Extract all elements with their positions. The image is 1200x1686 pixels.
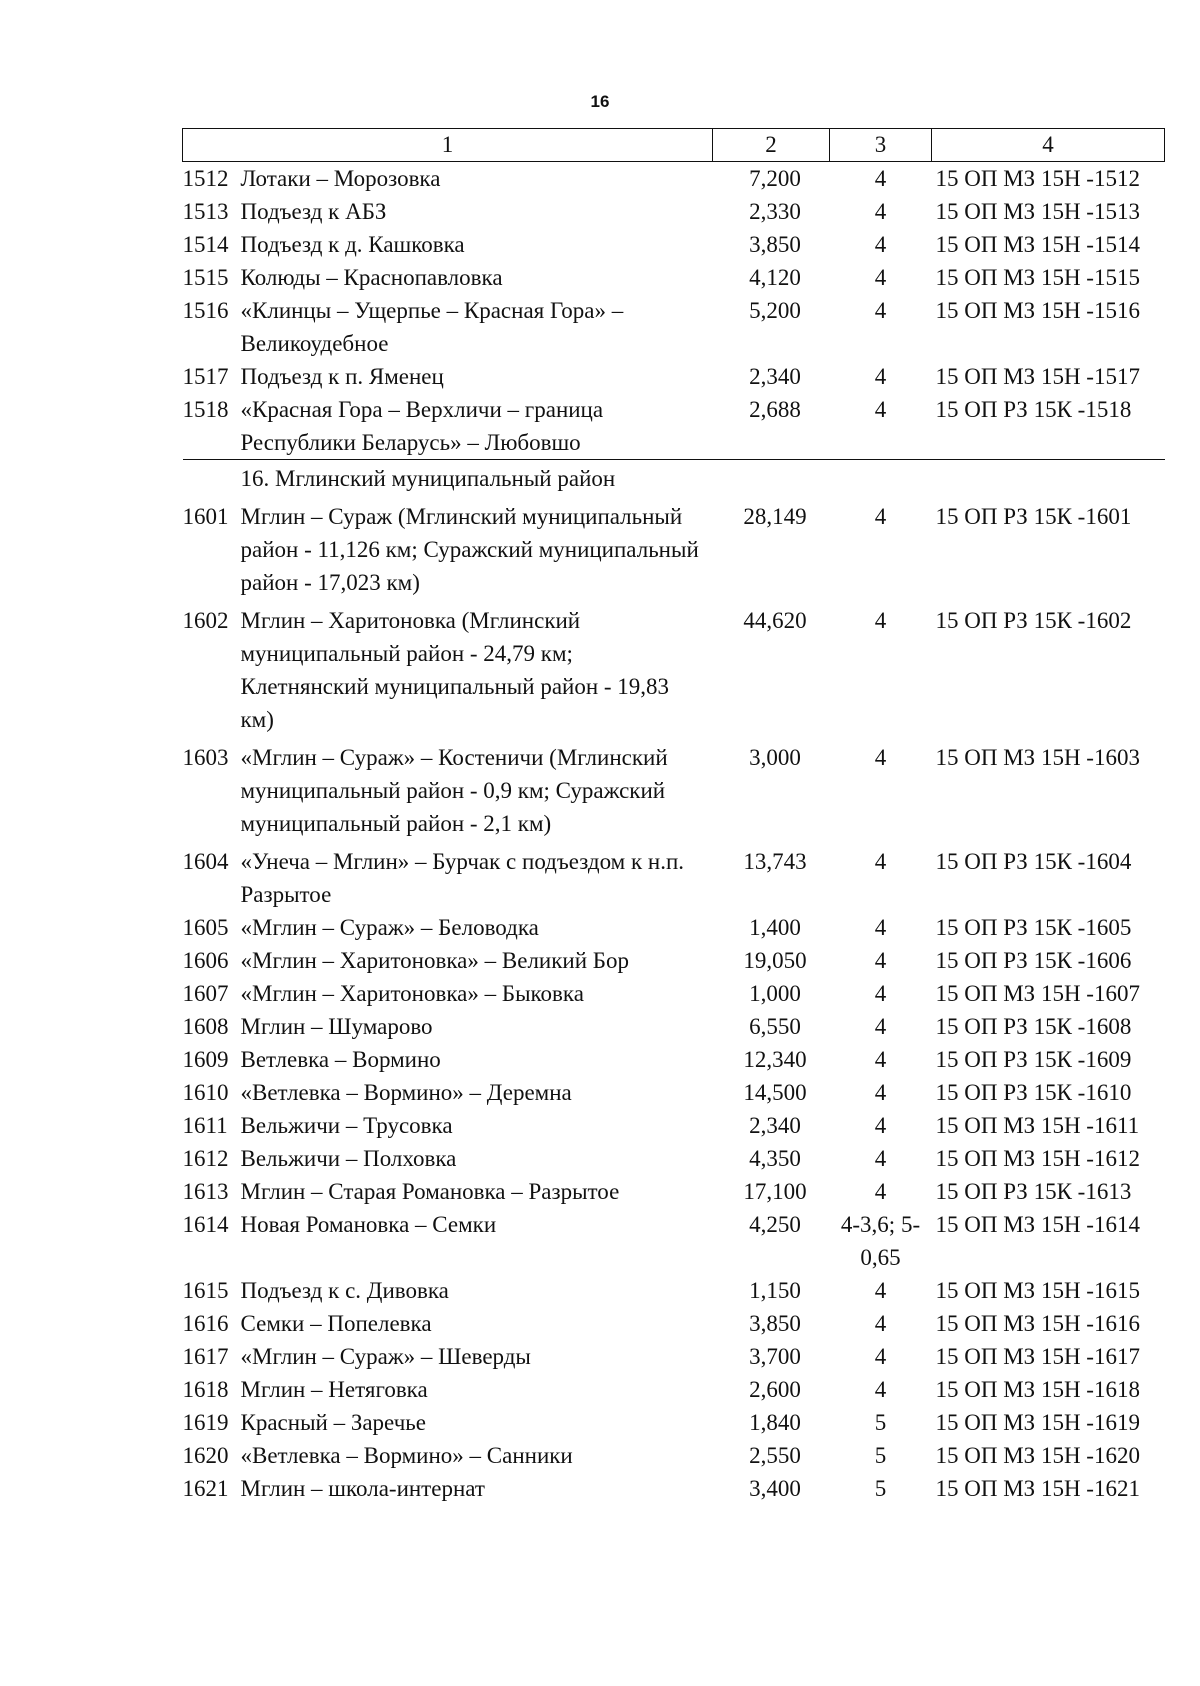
road-length: 1,000 — [749, 981, 801, 1006]
table-row — [183, 1043, 1165, 1076]
road-length: 4,120 — [749, 265, 801, 290]
road-number: 1607 — [182, 981, 229, 1006]
road-name: «Мглин – Харитоновка» – Быковка — [240, 981, 584, 1006]
road-category: 4 — [874, 298, 887, 323]
table-row — [183, 1274, 1165, 1307]
table-row — [183, 294, 1165, 360]
road-name-cell — [183, 294, 713, 360]
road-name: «Клинцы – Ущерпье – Красная Гора» – Великоудебное — [240, 298, 624, 356]
road-length: 3,850 — [749, 1311, 801, 1336]
road-name-cell — [183, 1208, 713, 1274]
road-code: 15 ОП МЗ 15Н -1603 — [935, 745, 1140, 770]
road-name-cell — [183, 1472, 713, 1505]
road-number: 1606 — [182, 948, 229, 973]
road-category: 4 — [874, 745, 887, 770]
road-name: Лотаки – Морозовка — [240, 166, 441, 191]
road-name-cell — [183, 1307, 713, 1340]
road-length: 4,250 — [749, 1212, 801, 1237]
road-name: Мглин – Харитоновка (Мглинский муниципальный район - 24,79 км; Клетнянский муниципальный район - 19,83 км) — [240, 608, 670, 732]
road-name: Подъезд к п. Яменец — [240, 364, 444, 389]
road-category: 4 — [874, 265, 887, 290]
road-category: 4 — [874, 1047, 887, 1072]
road-code: 15 ОП МЗ 15Н -1615 — [935, 1278, 1140, 1303]
road-name-cell — [183, 1439, 713, 1472]
road-category: 4 — [874, 1146, 887, 1171]
road-length: 44,620 — [743, 608, 807, 633]
road-category: 5 — [874, 1410, 887, 1435]
road-code: 15 ОП МЗ 15Н -1512 — [935, 166, 1140, 191]
road-code: 15 ОП РЗ 15К -1609 — [935, 1047, 1132, 1072]
road-code: 15 ОП РЗ 15К -1605 — [935, 915, 1132, 940]
road-name-cell — [183, 360, 713, 393]
road-category: 4 — [874, 1311, 887, 1336]
road-code: 15 ОП МЗ 15Н -1617 — [935, 1344, 1140, 1369]
road-name-cell — [183, 736, 713, 840]
road-code: 15 ОП МЗ 15Н -1612 — [935, 1146, 1140, 1171]
table-row — [183, 195, 1165, 228]
column-header: 4 — [932, 129, 1165, 162]
road-category: 4 — [874, 608, 887, 633]
table-row — [183, 1439, 1165, 1472]
road-length: 3,700 — [749, 1344, 801, 1369]
table-body — [183, 162, 1165, 1506]
road-number: 1518 — [182, 397, 229, 422]
road-length: 4,350 — [749, 1146, 801, 1171]
road-name-cell — [183, 393, 713, 460]
table-row — [183, 1406, 1165, 1439]
road-number: 1610 — [182, 1080, 229, 1105]
column-header: 3 — [830, 129, 932, 162]
road-code: 15 ОП МЗ 15Н -1620 — [935, 1443, 1140, 1468]
page-number: 16 — [590, 92, 610, 111]
road-name-cell — [183, 944, 713, 977]
road-code: 15 ОП РЗ 15К -1606 — [935, 948, 1132, 973]
road-number: 1602 — [182, 608, 229, 633]
road-code: 15 ОП РЗ 15К -1518 — [935, 397, 1132, 422]
road-number: 1512 — [182, 166, 229, 191]
road-category: 4 — [874, 948, 887, 973]
table-row — [183, 1076, 1165, 1109]
road-name: Мглин – школа-интернат — [240, 1476, 485, 1501]
road-code: 15 ОП МЗ 15Н -1516 — [935, 298, 1140, 323]
table-row — [183, 162, 1165, 196]
road-number: 1517 — [182, 364, 229, 389]
road-name-cell — [183, 162, 713, 196]
table-row — [183, 1010, 1165, 1043]
section-row — [183, 460, 1165, 501]
road-number: 1618 — [182, 1377, 229, 1402]
road-length: 17,100 — [743, 1179, 807, 1204]
road-name: Мглин – Старая Романовка – Разрытое — [240, 1179, 620, 1204]
road-number: 1514 — [182, 232, 229, 257]
column-header: 1 — [183, 129, 713, 162]
road-code: 15 ОП МЗ 15Н -1614 — [935, 1212, 1140, 1237]
road-name: «Мглин – Сураж» – Беловодка — [240, 915, 539, 940]
road-code: 15 ОП МЗ 15Н -1621 — [935, 1476, 1140, 1501]
road-code: 15 ОП РЗ 15К -1602 — [935, 608, 1132, 633]
road-code: 15 ОП МЗ 15Н -1513 — [935, 199, 1140, 224]
table-row — [183, 599, 1165, 736]
road-length: 1,150 — [749, 1278, 801, 1303]
road-category: 4 — [874, 1278, 887, 1303]
road-name-cell — [183, 1274, 713, 1307]
road-code: 15 ОП МЗ 15Н -1616 — [935, 1311, 1140, 1336]
road-code: 15 ОП РЗ 15К -1610 — [935, 1080, 1132, 1105]
road-number: 1604 — [182, 849, 229, 874]
road-number: 1614 — [182, 1212, 229, 1237]
road-name-cell — [183, 840, 713, 911]
road-name: Семки – Попелевка — [240, 1311, 432, 1336]
road-code: 15 ОП РЗ 15К -1604 — [935, 849, 1132, 874]
road-name-cell — [183, 500, 713, 599]
road-number: 1621 — [182, 1476, 229, 1501]
road-category: 4 — [874, 1113, 887, 1138]
road-name-cell — [183, 1109, 713, 1142]
road-number: 1612 — [182, 1146, 229, 1171]
road-name: «Мглин – Харитоновка» – Великий Бор — [240, 948, 629, 973]
road-category: 5 — [874, 1476, 887, 1501]
road-number: 1611 — [182, 1113, 228, 1138]
road-category: 4 — [874, 397, 887, 422]
road-number: 1605 — [182, 915, 229, 940]
road-number: 1608 — [182, 1014, 229, 1039]
road-name-cell — [183, 1076, 713, 1109]
road-code: 15 ОП МЗ 15Н -1619 — [935, 1410, 1140, 1435]
table-row — [183, 261, 1165, 294]
road-name: Вельжичи – Трусовка — [240, 1113, 453, 1138]
road-name-cell — [183, 195, 713, 228]
road-name: «Мглин – Сураж» – Шеверды — [240, 1344, 531, 1369]
road-category: 4 — [874, 199, 887, 224]
road-length: 5,200 — [749, 298, 801, 323]
road-name: Подъезд к АБЗ — [240, 199, 387, 224]
road-length: 2,600 — [749, 1377, 801, 1402]
road-name: Вельжичи – Полховка — [240, 1146, 457, 1171]
road-length: 3,400 — [749, 1476, 801, 1501]
road-name: Мглин – Нетяговка — [240, 1377, 428, 1402]
road-category: 4 — [874, 915, 887, 940]
road-name-cell — [183, 911, 713, 944]
road-name: «Ветлевка – Вормино» – Санники — [240, 1443, 573, 1468]
road-name-cell — [183, 1175, 713, 1208]
road-name-cell — [183, 1043, 713, 1076]
road-number: 1515 — [182, 265, 229, 290]
road-code: 15 ОП МЗ 15Н -1607 — [935, 981, 1140, 1006]
road-category: 4 — [874, 232, 887, 257]
road-name: Красный – Заречье — [240, 1410, 426, 1435]
road-name: «Унеча – Мглин» – Бурчак с подъездом к н.п. Разрытое — [240, 849, 685, 907]
road-code: 15 ОП РЗ 15К -1601 — [935, 504, 1132, 529]
road-number: 1619 — [182, 1410, 229, 1435]
road-name: Ветлевка – Вормино — [240, 1047, 441, 1072]
road-category: 4 — [874, 1014, 887, 1039]
road-number: 1609 — [182, 1047, 229, 1072]
road-code: 15 ОП МЗ 15Н -1611 — [935, 1113, 1140, 1138]
table-row — [183, 393, 1165, 460]
table-row — [183, 500, 1165, 599]
table-row — [183, 360, 1165, 393]
road-name-cell — [183, 977, 713, 1010]
table-row — [183, 1373, 1165, 1406]
road-code: 15 ОП МЗ 15Н -1515 — [935, 265, 1140, 290]
road-name-cell — [183, 1340, 713, 1373]
road-length: 3,000 — [749, 745, 801, 770]
road-length: 1,400 — [749, 915, 801, 940]
road-category: 4 — [874, 981, 887, 1006]
table-row — [183, 1109, 1165, 1142]
road-code: 15 ОП МЗ 15Н -1517 — [935, 364, 1140, 389]
road-length: 2,340 — [749, 1113, 801, 1138]
road-number: 1613 — [182, 1179, 229, 1204]
road-name-cell — [183, 1010, 713, 1043]
road-length: 2,330 — [749, 199, 801, 224]
road-category: 4-3,6; 5-0,65 — [840, 1212, 921, 1270]
road-code: 15 ОП МЗ 15Н -1618 — [935, 1377, 1140, 1402]
road-name: «Красная Гора – Верхличи – граница Республики Беларусь» – Любовшо — [240, 397, 604, 455]
table-row — [183, 840, 1165, 911]
table-row — [183, 1472, 1165, 1505]
road-name: Колюды – Краснопавловка — [240, 265, 503, 290]
road-number: 1513 — [182, 199, 229, 224]
table-row — [183, 1340, 1165, 1373]
road-name: Подъезд к с. Дивовка — [240, 1278, 449, 1303]
road-length: 3,850 — [749, 232, 801, 257]
road-category: 4 — [874, 166, 887, 191]
table-row — [183, 911, 1165, 944]
table-row — [183, 1307, 1165, 1340]
road-number: 1603 — [182, 745, 229, 770]
road-name: Подъезд к д. Кашковка — [240, 232, 465, 257]
road-name: Мглин – Шумарово — [240, 1014, 433, 1039]
road-name-cell — [183, 228, 713, 261]
road-length: 7,200 — [749, 166, 801, 191]
table-row — [183, 977, 1165, 1010]
road-number: 1615 — [182, 1278, 229, 1303]
road-name-cell — [183, 1406, 713, 1439]
road-length: 2,340 — [749, 364, 801, 389]
road-category: 4 — [874, 364, 887, 389]
table-row — [183, 1208, 1165, 1274]
table-header-row — [183, 129, 1165, 162]
table-row — [183, 736, 1165, 840]
road-name-cell — [183, 1373, 713, 1406]
roads-table — [182, 128, 1165, 1505]
road-category: 5 — [874, 1443, 887, 1468]
column-header: 2 — [713, 129, 830, 162]
road-name-cell — [183, 261, 713, 294]
table-row — [183, 228, 1165, 261]
road-number: 1516 — [182, 298, 229, 323]
road-category: 4 — [874, 1179, 887, 1204]
table-row — [183, 1175, 1165, 1208]
road-length: 12,340 — [743, 1047, 807, 1072]
road-code: 15 ОП РЗ 15К -1613 — [935, 1179, 1132, 1204]
road-length: 28,149 — [743, 504, 807, 529]
road-code: 15 ОП МЗ 15Н -1514 — [935, 232, 1140, 257]
road-length: 2,550 — [749, 1443, 801, 1468]
road-length: 19,050 — [743, 948, 807, 973]
road-category: 4 — [874, 849, 887, 874]
road-number: 1601 — [182, 504, 229, 529]
road-name: Мглин – Сураж (Мглинский муниципальный район - 11,126 км; Суражский муниципальный район - 17,023 км) — [240, 504, 699, 595]
road-category: 4 — [874, 1377, 887, 1402]
road-number: 1616 — [182, 1311, 229, 1336]
road-category: 4 — [874, 1344, 887, 1369]
road-length: 2,688 — [749, 397, 801, 422]
road-name-cell — [183, 1142, 713, 1175]
road-category: 4 — [874, 1080, 887, 1105]
road-length: 14,500 — [743, 1080, 807, 1105]
section-cell — [183, 460, 1165, 501]
road-number: 1620 — [182, 1443, 229, 1468]
road-category: 4 — [874, 504, 887, 529]
road-name: Новая Романовка – Семки — [240, 1212, 497, 1237]
road-length: 1,840 — [749, 1410, 801, 1435]
section-title: 16. Мглинский муниципальный район — [240, 466, 616, 491]
road-length: 13,743 — [743, 849, 807, 874]
road-code: 15 ОП РЗ 15К -1608 — [935, 1014, 1132, 1039]
road-name-cell — [183, 599, 713, 736]
road-number: 1617 — [182, 1344, 229, 1369]
road-name: «Мглин – Сураж» – Костеничи (Мглинский муниципальный район - 0,9 км; Суражский муниципальный район - 2,1 км) — [240, 745, 668, 836]
table-row — [183, 1142, 1165, 1175]
road-name: «Ветлевка – Вормино» – Деремна — [240, 1080, 572, 1105]
table-row — [183, 944, 1165, 977]
road-length: 6,550 — [749, 1014, 801, 1039]
